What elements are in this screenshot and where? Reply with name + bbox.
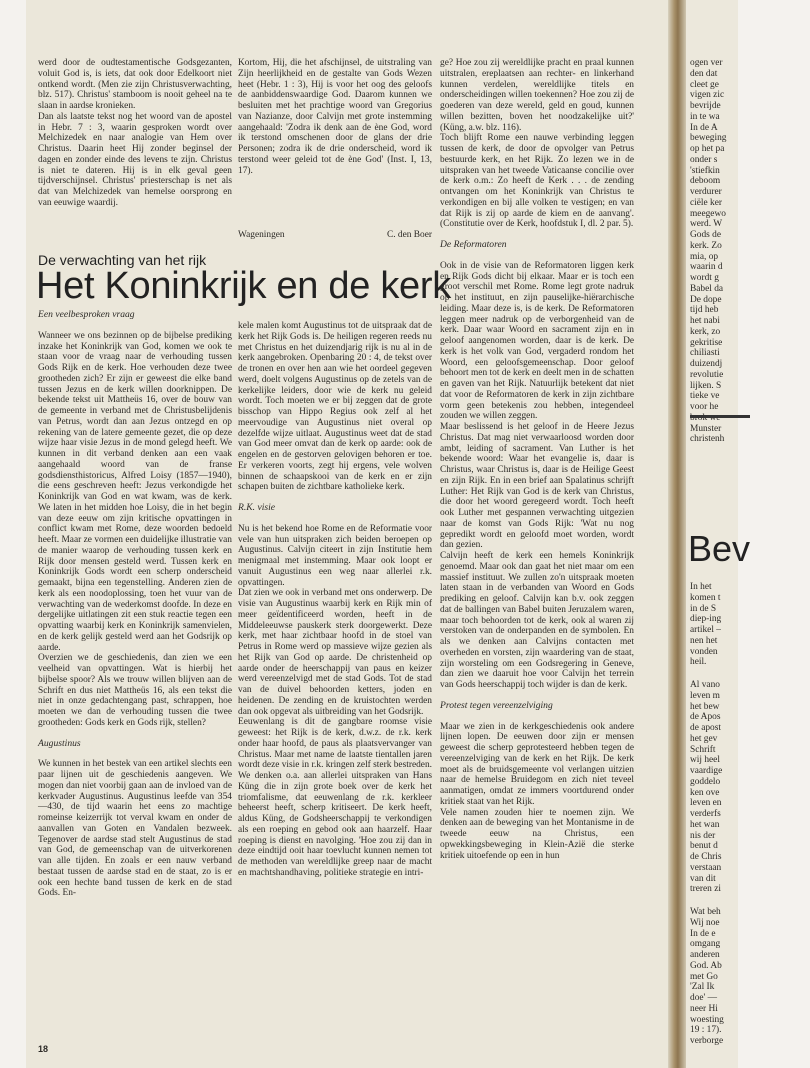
place: Wageningen <box>238 230 285 240</box>
prev-article-col1 <box>38 58 232 209</box>
text-line: het gev <box>690 733 718 744</box>
text-line: Gods de <box>690 230 721 240</box>
text-line: nen het <box>690 635 718 646</box>
text-line: onder s <box>690 154 718 165</box>
text-line: In de e <box>690 928 716 939</box>
article-col1 <box>38 310 232 899</box>
paragraph: Dan als laatste tekst nog het woord van de apostel in Hebr. 7 : 3, waarin gesproken wordt over Melchizedek en naar analogie van Hem over Christus. Daarin heet Hij zonder beginsel der dagen en zonder einde des levens te zijn. Christus is niet te dateren. Hij is in elk geval geen tijdverschijnsel. Christus' priesterschap is net als dat van Melchizedek van hemelse oorsprong en van eeuwige waardij. <box>38 111 232 208</box>
text-line: het bew <box>690 701 720 712</box>
paragraph: Eeuwenlang is dit de gangbare roomse visie geweest: het Rijk is de kerk, d.w.z. de r.k. kerk onder haar hoofd, de paus als plaatsvervanger van Christus. Maar met name de laatste tientallen jaren wordt deze visie in r.k. kringen zelf sterk bestreden. We denken o.a. aan allerlei uitspraken van Hans Küng die in zijn grote boek over de kerk het triomfalisme, dat eeuwenlang de r.k. kerkleer beheerst heeft, scherp kritiseert. De kerk heeft, aldus Küng, de Godsheerschappij te verkondigen als een roeping en gebod ook aan haarzelf. Haar roeping is dienst en navolging. 'Hoe zou zij dan in deze eindtijd ooit haar toevlucht kunnen nemen tot de methoden van wereldlijke greep naar de macht en machtshandhaving, politieke strategie en intri- <box>238 717 432 878</box>
text-line: meegewo <box>690 208 726 219</box>
paragraph: ge? Hoe zou zij wereldlijke pracht en praal kunnen uitstralen, ereplaatsen aan rechter- en linkerhand kunnen verdelen, wereldlijke titels en onderscheidingen willen toekennen? Hoe zou zij de goederen van deze wereld, geld en goud, kunnen willen bezitten, boven het noodzakelijke uit?' (Küng, a.w. blz. 116). <box>440 58 634 133</box>
text-line: Munster <box>690 423 722 434</box>
text-line: kerk. Zo <box>690 240 722 251</box>
right-page-column-bottom-1 <box>690 582 810 668</box>
text-line: in te wa <box>690 111 720 122</box>
text-line: goddelo <box>690 776 721 787</box>
text-line: tieke ve <box>690 391 720 402</box>
text-line: gekritise <box>690 337 723 348</box>
text-line: omgang <box>690 939 721 950</box>
text-line: 'stiefkin <box>690 165 720 176</box>
paragraph: Kortom, Hij, die het afschijnsel, de uitstraling van Zijn heerlijkheid en de gestalte van Gods Wezen heet (Hebr. 1 : 3), Hij is voor het oog des geloofs de aanbiddenswaardige God. Daarom kunnen we besluiten met het prachtige woord van Gregorius van Nazianze, door Calvijn met grote instemming aangehaald: 'Zodra ik denk aan de ène God, word ik terstond omschenen door de glans der drie Personen; zodra ik de drie onderscheid, word ik terstond weer geleid tot de ène God' (Inst. I, 13, 17). <box>238 58 432 176</box>
text-line: De dope <box>690 294 722 305</box>
paragraph: kele malen komt Augustinus tot de uitspraak dat de kerk het Rijk Gods is. De heiligen regeren reeds nu met Christus en het duizendjarig rijk is nu al in de kerk aangebroken. Openbaring 20 : 4, de tekst over de tronen en over hen aan wie het oordeel gegeven werd, doelt volgens Augustinus op de zetels van de kerkelijke leiders, door wie de kerk nu geleid wordt. Toch moeten we er bij zeggen dat de grote bisschop van Hippo Regius ook zelf al het meervoudige van Augustinus niet overal op dezelfde wijze uitlaat. Augustinus weet dat de stad van God meer omvat dan de kerk op aarde: ook de engelen en de gestorven gelovigen behoren er toe. Er verkeren voorts, zegt hij ergens, vele wolven binnen de schaapskooi van de kerk en er zijn schapen buiten de zichtbare katholieke kerk. <box>238 321 432 493</box>
text-line: verdurer <box>690 187 722 197</box>
prev-article-col2 <box>238 58 432 176</box>
text-line: beweging <box>690 133 727 144</box>
text-line: duizendj <box>690 359 723 369</box>
text-line: den dat <box>690 68 718 79</box>
paragraph: Calvijn heeft de kerk een hemels Koninkrijk genoemd. Maar ook dan gaat het niet maar om een massief instituut. We zullen zo'n uitspraak moeten laten staan in de verbanden van Woord en Gods prediking en geloof. Calvijn kan b.v. ook zeggen dat de ballingen van Babel buiten Jeruzalem waren, maar toch behoorden tot de kerk, ook al waren zij verstoken van de onderpanden en de symbolen. En als we denken aan Calvijns contacten met overheden en vorsten, zijn waardering van de staat, zijn worsteling om een Godsregering in Geneve, dan zien we daaruit hoe voor Calvijn het terrein van Gods heerschappij toch wijder is dan de kerk. <box>440 551 634 690</box>
paragraph: Dat zien we ook in verband met ons onderwerp. De visie van Augustinus waarbij kerk en Rijk min of meer geïdentificeerd worden, heeft in de Middeleeuwse pauskerk sterk doorgewerkt. Deze kerk, met haar zichtbaar hoofd in de stoel van Petrus in Rome werd op massieve wijze gezien als het Rijk van God op aarde. De christenheid op aarde onder de heerschappij van paus en keizer werd vereenzelvigd met de stad Gods. Tot de stad van de duivel behoorden ketters, joden en heidenen. De zending en de kruistochten werden dan ook opgevat als uitbreiding van het Godsrijk. <box>238 588 432 717</box>
text-line: verborge <box>690 1036 724 1046</box>
text-line: deboom <box>690 176 721 187</box>
section-heading: Protest tegen vereenzelviging <box>440 699 553 711</box>
book-spine <box>668 0 686 1068</box>
text-line: treren zi <box>690 884 721 895</box>
text-line: chiliasti <box>690 348 720 359</box>
paragraph: Vele namen zouden hier te noemen zijn. We denken aan de beweging van het Montanisme in de tweede eeuw na Christus, een opwekkingsbeweging in Klein-Azië die sterke kritiek uitoefende op een in hun <box>440 807 634 861</box>
text-line: Wij noe <box>690 917 720 928</box>
text-line: de Apos <box>690 712 721 723</box>
article-kicker: De verwachting van het rijk <box>38 252 207 268</box>
paragraph: Ook in de visie van de Reformatoren liggen kerk en Rijk Gods dicht bij elkaar. Maar er is toch een groot verschil met Rome. Rome legt grote nadruk op het instituut, en zijn pauselijke-hiërarchische leiding. Maar deze is, is de kerk. De Reformatoren leggen meer nadruk op de verborgenheid van de kerk. Daar waar Woord en sacrament zijn en in geloof aangenomen worden, daar is de kerk. De kerk is het volk van God, vergaderd rondom het Woord, een geloofsgemeenschap. Door geloof behoort men tot de kerk en deelt men in de schatten en gaven van het Rijk. Natuurlijk betekent dat niet dat voor de Reformatoren de kerk in zijn zichtbare vorm geen betekenis zou hebben, integendeel zouden we willen zeggen. <box>440 260 634 422</box>
paragraph: We kunnen in het bestek van een artikel slechts een paar lijnen uit de geschiedenis aangeven. We mogen dan niet voorbij gaan aan de invloed van de kerkvader Augustinus. Augustinus leefde van 354—430, de tijd waarin het eens zo machtige romeinse keizerrijk tot verval kwam en onder de aanvallen van Goten en Vandalen bezweek. Tegenover de aardse stad stelt Augustinus de stad van God, de gemeenschap van de uitverkorenen van alle tijden. En zoals er een nauw verband bestaat tussen de aardse stad en de staat, zo is er ook een hechte band tussen de kerk en de stad Gods. En- <box>38 759 232 899</box>
text-line: wordt g <box>690 273 719 283</box>
text-line: wij heel <box>690 755 720 766</box>
page-number: 18 <box>38 1044 49 1054</box>
text-line: anderen <box>690 950 720 960</box>
text-line: met Go <box>690 971 718 982</box>
text-line: waarin d <box>690 262 723 273</box>
section-heading: Augustinus <box>38 737 81 749</box>
paragraph: Overzien we de geschiedenis, dan zien we een veelheid van opvattingen. Wat is hierbij het bijbelse spoor? Als we trouw willen blijven aan de Schrift en dus niet Mattheüs 16, als een tekst die niet in onze gedachtengang past, schrappen, hoe moeten we dan de verhouding tussen die twee grootheden: Gods kerk en Gods rijk, stellen? <box>38 653 232 728</box>
text-line: Wat beh <box>690 907 721 917</box>
section-heading: R.K. visie <box>238 502 276 513</box>
author: C. den Boer <box>386 230 432 240</box>
text-line: de Chris <box>690 852 722 862</box>
text-line: nis der <box>690 830 716 841</box>
right-page-column-bottom-3 <box>690 907 810 1047</box>
section-heading: De Reformatoren <box>440 239 507 250</box>
paragraph: Wanneer we ons bezinnen op de bijbelse prediking inzake het Koninkrijk van God, komen we ook te staan voor de vraag naar de verhouding tussen Gods Rijk en de kerk. Hoe verhouden deze twee grootheden zich? Er zijn er geweest die elke band tussen Jezus en de kerk willen doorknippen. De bekende tekst uit Mattheüs 16, over de bouw van de gemeente in verband met de Christusbelijdenis van Petrus, wordt dan aan Jezus ontzegd en op rekening van de latere gemeente gezet, die op deze wijze haar visie Jezus in de mond gelegd heeft. We kunnen in dit verband denken aan een vaak aangehaald woord van de franse godsdiensthistoricus, Alfred Loisy (1857—1940), die eens geschreven heeft: Jezus verkondigde het Koninkrijk van God en wat kwam, was de kerk. We laten in het midden hoe Loisy, die in het begin van deze eeuw om zijn kritische opvattingen in conflict kwam met Rome, deze woorden bedoeld heeft. Maar ze vormen een duidelijke illustratie van de manier waarop de verhouding tussen kerk en Rijk door mensen gesteld werd. Tussen kerk en Koninkrijk Gods wordt een scherp onderscheid gemaakt, bijna een tegenstelling. Anderen zien de kerk als een noodoplossing, toen het vuur van de verwachting van de wederkomst doofde. In deze en dergelijke uitlatingen zit een stuk reactie tegen een opvatting waarbij kerk en Koninkrijk samenvielen, en de kerk gelijk gesteld werd aan het Godsrijk op aarde. <box>38 330 232 653</box>
article-title: Het Koninkrijk en de kerk <box>36 265 451 307</box>
text-line: verstaan <box>690 862 722 873</box>
right-page-title: Bev <box>688 528 751 569</box>
text-line: tijd heb <box>690 305 719 316</box>
text-line: de apost <box>690 723 721 733</box>
text-line: 'Zal Ik <box>690 982 715 993</box>
text-line: vonden <box>690 646 718 657</box>
text-line: doe' — <box>690 993 717 1003</box>
right-page-column-top <box>690 58 810 445</box>
text-line: In het <box>690 582 712 592</box>
text-line: van dit <box>690 873 716 884</box>
text-line: artikel – <box>690 625 721 635</box>
text-line: 19 : 17). <box>690 1025 722 1036</box>
paragraph: Nu is het bekend hoe Rome en de Reformatie voor vele van hun uitspraken zich beiden beroepen op Augustinus. Calvijn citeert in zijn Institutie hem menigmaal met instemming. Maar ook loopt er vanuit Augustinus een weg naar allerlei r.k. opvattingen. <box>238 523 432 588</box>
right-page-column-bottom-2 <box>690 680 810 895</box>
paragraph: Maar beslissend is het geloof in de Heere Jezus Christus. Dat mag niet verwaarloosd worden door ambt, leiding of sacrament. Van Luther is het bekende woord: Waar het evangelie is, daar is Christus, waar Christus is, daar is de Heilige Geest en zijn Rijk. En in een brief aan Spalatinus schrijft Luther: Het Rijk van God is de kerk van Christus, die door het woord geregeerd wordt. Toch heeft ook Luther met gespannen verwachting uitgezien naar de komst van Gods Rijk: 'Wat nu nog gepredikt wordt en geloofd moet worden, wordt dan gezien. <box>440 422 634 551</box>
text-line: mia, op <box>690 251 719 262</box>
text-line: verderfs <box>690 809 721 819</box>
text-line: leven m <box>690 690 720 701</box>
text-line: God. Ab <box>690 960 722 971</box>
text-line: In de A <box>690 122 718 133</box>
text-line: diep-ing <box>690 614 722 625</box>
text-line: neer Hi <box>690 1003 718 1014</box>
subtitle: Een veelbesproken vraag <box>38 309 135 320</box>
text-line: woesting <box>690 1014 724 1025</box>
text-line: benut d <box>690 841 718 852</box>
text-line: kerk, zo <box>690 326 721 337</box>
text-line: vaardige <box>690 766 723 776</box>
text-line: voor he <box>690 402 719 412</box>
paragraph: Toch blijft Rome een nauwe verbinding leggen tussen de kerk, de door de opvolger van Petrus bestuurde kerk, en het Rijk. Zo lezen we in de uitspraken van het tweede Vaticaanse concilie over de kerk o.m.: Zo heeft de Kerk . . . de zending ontvangen om het Koninkrijk van Christus te verkondigen en bij alle volken te vestigen; en van dat Rijk is zij op aarde de kiem en de aanvang'. (Constitutie over de Kerk, hoofdstuk I, dl. 2 par. 5). <box>440 133 634 230</box>
text-line: revolutie <box>690 369 724 380</box>
text-line: ogen ver <box>690 58 723 68</box>
text-line: ciële ker <box>690 197 723 208</box>
text-line: op het pa <box>690 144 725 154</box>
text-line: komen t <box>690 592 721 603</box>
author-signature <box>238 230 432 240</box>
text-line: bevrijde <box>690 101 721 111</box>
text-line: werd. W <box>690 219 723 230</box>
paragraph: Maar we zien in de kerkgeschiedenis ook andere lijnen lopen. De eeuwen door zijn er mensen geweest die scherp geprotesteerd hebben tegen de vereenzelviging van de kerk en het Rijk. De kerk moet als de bruidsgemeente vol verlangen uitzien naar de hemelse Bruidegom en zich niet teveel aanmatigen, omdat ze immers voortdurend onder kritiek staat van het Rijk. <box>440 721 634 807</box>
text-line: lijken. S <box>690 380 722 391</box>
right-page <box>686 0 751 1068</box>
text-line: het wan <box>690 819 720 830</box>
text-line: het nabi <box>690 316 720 326</box>
text-line: christenh <box>690 434 725 445</box>
article-col3 <box>440 58 634 861</box>
text-line: vigen zic <box>690 90 725 101</box>
text-line: leven en <box>690 798 722 809</box>
text-line: Al vano <box>690 680 720 690</box>
paragraph: werd door de oudtestamentische Godsgezanten, voluit God is, is iets, dat ook door Edelkoort niet ontkend wordt. (Men zie zijn Christusverwachting, blz. 517). Christus' stamboom is nooit geheel na te slaan in aardse kronieken. <box>38 58 232 111</box>
text-line: Babel da <box>690 283 724 294</box>
text-line: Schrift <box>690 744 716 755</box>
text-line: cleet ge <box>690 79 719 90</box>
text-line: heil. <box>690 657 707 668</box>
text-line: ken ove <box>690 787 720 798</box>
article-col2 <box>238 321 432 879</box>
divider-rule <box>690 415 750 418</box>
text-line: in de S <box>690 603 717 614</box>
